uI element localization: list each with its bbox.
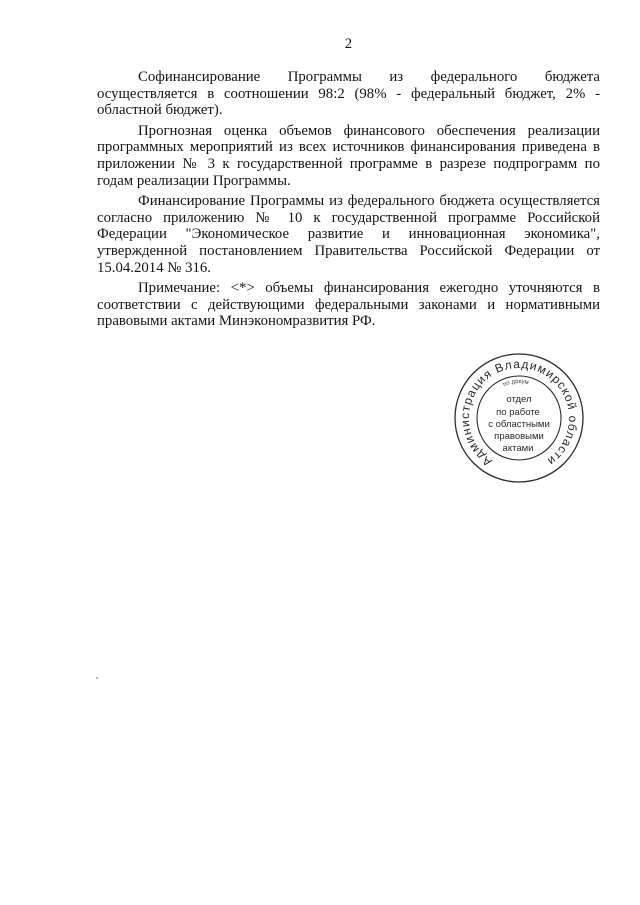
scan-speck xyxy=(96,677,98,679)
text-line: программных мероприятий из всех источников финансирования приведена в xyxy=(97,139,600,156)
text-line: Примечание: <*> объемы финансирования ежегодно уточняются в xyxy=(138,280,600,297)
text-line: 15.04.2014 № 316. xyxy=(97,259,211,276)
text-line: согласно приложению № 10 к государственной программе Российской xyxy=(97,209,600,226)
seal-outer-text-path: Администрация Владимирской области xyxy=(457,356,581,470)
text-line: областной бюджет). xyxy=(97,102,223,119)
text-line: соответствии с действующими федеральными законами и нормативными xyxy=(97,296,600,313)
paragraph-federal-funding xyxy=(97,193,600,276)
seal-center-line: по работе xyxy=(496,407,540,418)
seal-inner-text-path: по докум xyxy=(502,378,530,389)
page-number: 2 xyxy=(344,36,353,52)
text-line: Финансирование Программы из федерального бюджета осуществляется xyxy=(138,193,600,210)
text-line: правовыми актами Минэкономразвития РФ. xyxy=(97,313,376,330)
text-line: осуществляется в соотношении 98:2 (98% - федеральный бюджет, 2% - xyxy=(97,85,600,102)
official-seal xyxy=(449,348,589,488)
paragraph-cofinancing xyxy=(97,69,600,119)
paragraph-note xyxy=(97,280,600,330)
text-line: утвержденной постановлением Правительства Российской Федерации от xyxy=(97,242,600,259)
seal-outer-ring xyxy=(455,354,583,482)
seal-center-line: отдел xyxy=(506,394,532,405)
text-line: Софинансирование Программы из федерального бюджета xyxy=(138,69,600,85)
seal-inner-text xyxy=(502,379,529,388)
text-line: приложении № 3 к государственной программе в разрезе подпрограмм по xyxy=(97,155,600,172)
seal-center-line: правовыми xyxy=(494,431,544,442)
document-body xyxy=(97,69,600,330)
text-line: годам реализации Программы. xyxy=(97,172,291,189)
seal-center-line: актами xyxy=(502,443,534,454)
paragraph-forecast xyxy=(97,123,600,189)
text-line: Прогнозная оценка объемов финансового обеспечения реализации xyxy=(138,122,600,139)
text-line: Федерации "Экономическое развитие и инновационная экономика", xyxy=(97,226,600,243)
seal-center-line: с областными xyxy=(488,419,550,430)
